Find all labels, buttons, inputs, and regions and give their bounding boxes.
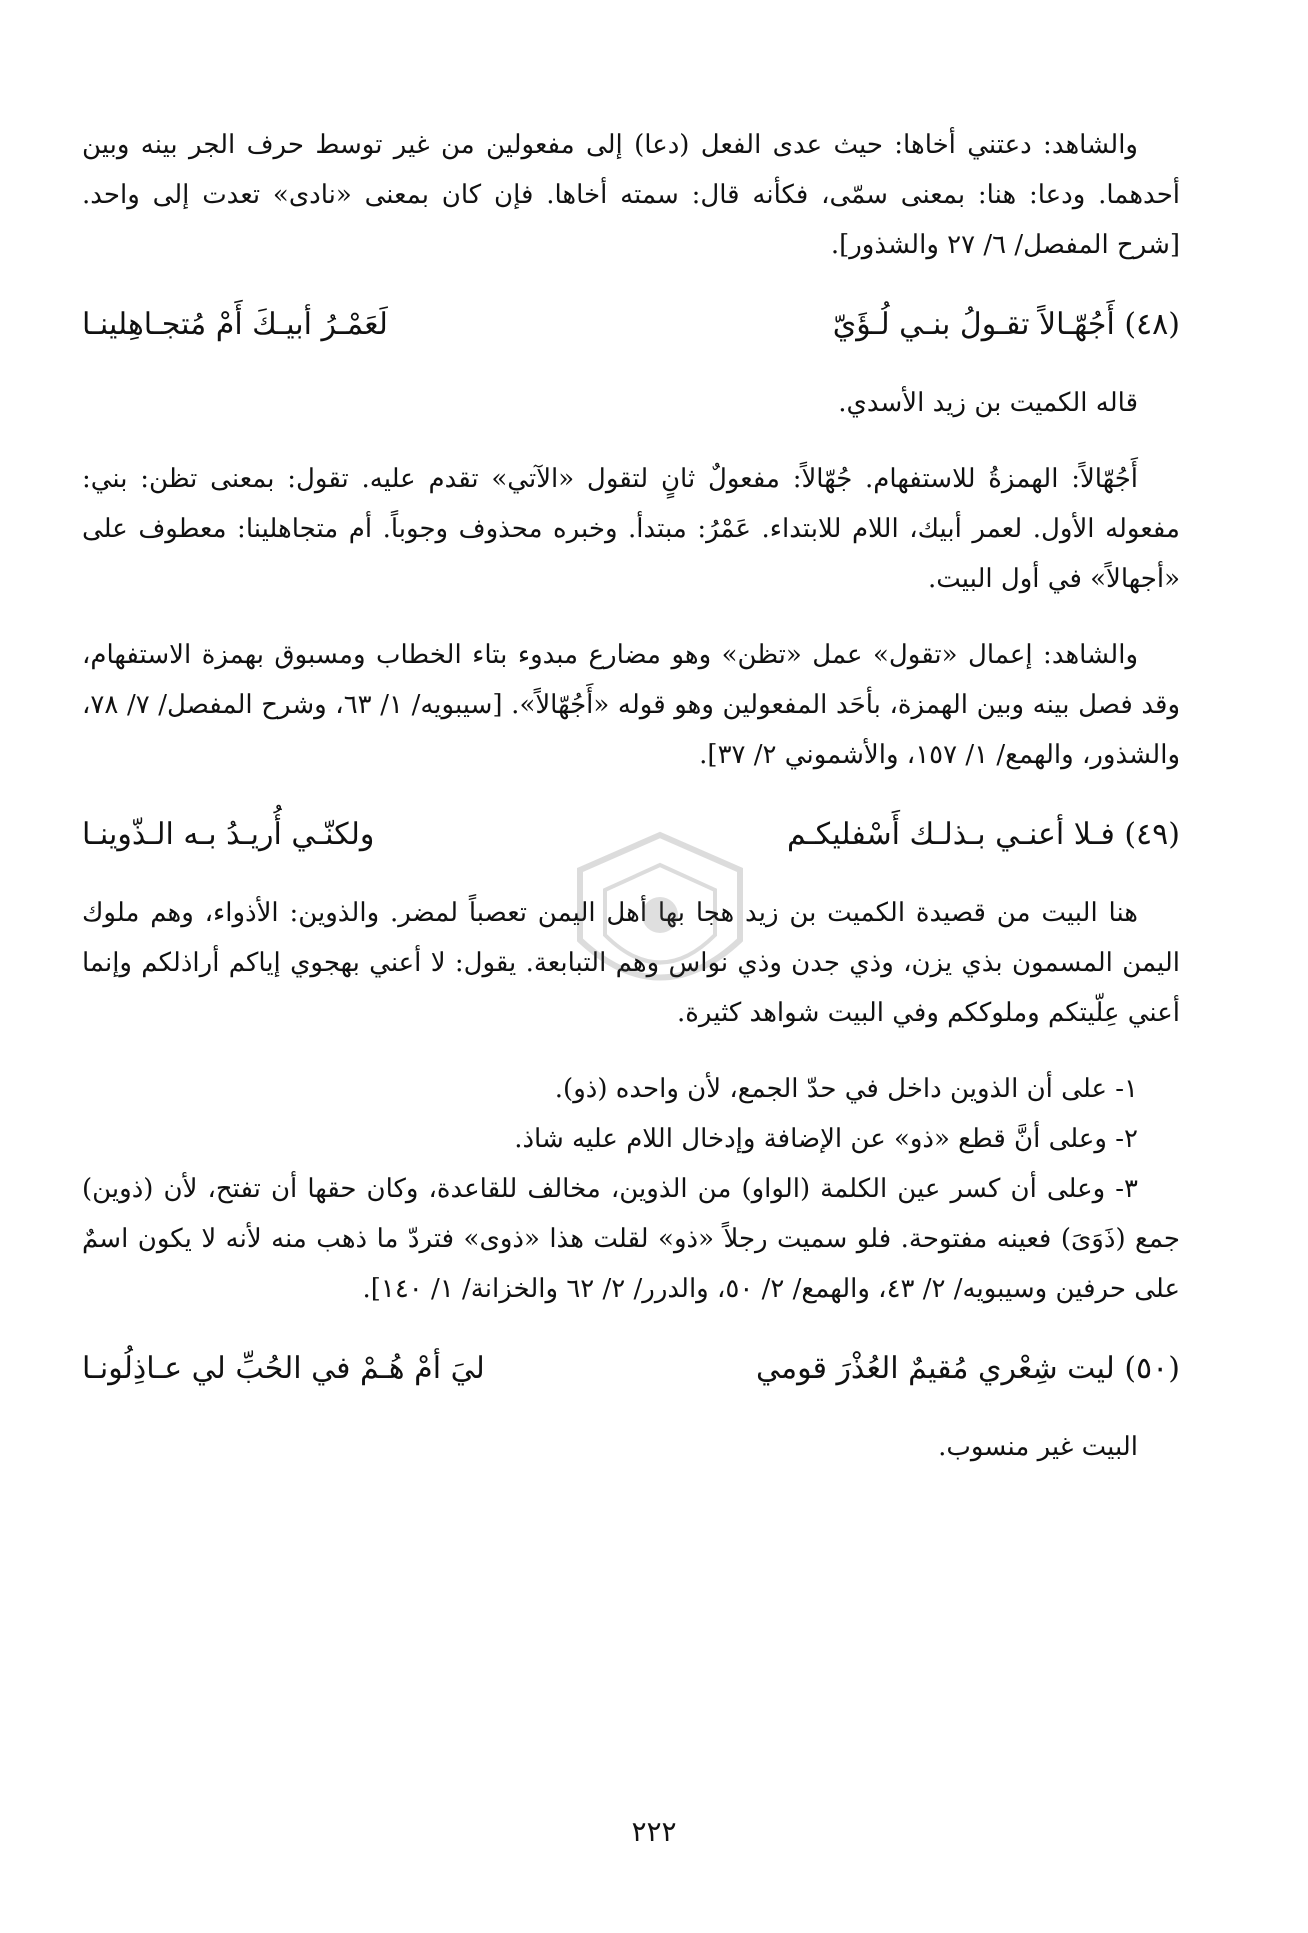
page-body <box>82 120 1180 1472</box>
verse-49-first-hemistich: (٤٩) فـلا أعنـي بـذلـك أَسْفليكـم <box>787 817 1180 852</box>
verse-50 <box>82 1342 1180 1396</box>
verse-50-first-hemistich: (٥٠) ليت شِعْري مُقيمٌ العُذْرَ قومي <box>756 1351 1180 1386</box>
page-number: ٢٢٢ <box>631 1815 677 1848</box>
list-item: ٣- وعلى أن كسر عين الكلمة (الواو) من الذوين، مخالف للقاعدة، وكان حقها أن تفتح، لأن (ذوين) جمع (ذَوَىَ) فعينه مفتوحة. فلو سميت رجلاً «ذو» لقلت هذا «ذوى» فتردّ ما ذهب منه لأنه لا يكون اسمٌ على حرفين وسيبويه/ ٢/ ٤٣، والهمع/ ٢/ ٥٠، والدرر/ ٢/ ٦٢ والخزانة/ ١/ ١٤٠]. <box>82 1174 1180 1304</box>
verse-48 <box>82 298 1180 352</box>
paragraph-shahid-48b: والشاهد: إعمال «تقول» عمل «تظن» وهو مضارع مبدوء بتاء الخطاب ومسبوق بهمزة الاستفهام، وقد فصل بينه وبين الهمزة، بأحَد المفعولين وهو قوله «أَجُهّالاً». [سيبويه/ ١/ ٦٣، وشرح المفصل/ ٧/ ٧٨، والشذور، والهمع/ ١/ ١٥٧، والأشموني ٢/ ٣٧]. <box>82 640 1181 770</box>
paragraph-attribution: قاله الكميت بن زيد الأسدي. <box>838 388 1138 418</box>
paragraph-shahid-48: والشاهد: دعتني أخاها: حيث عدى الفعل (دعا) إلى مفعولين من غير توسط حرف الجر بينه وبين أحدهما. ودعا: هنا: بمعنى سمّى، فكأنه قال: سمته أخاها. فإن كان بمعنى «نادى» تعدت إلى واحد. [شرح المفصل/ ٦/ ٢٧ والشذور]. <box>82 130 1180 260</box>
verse-48-first-hemistich: (٤٨) أَجُهّـالاً تقـولُ بنـي لُـؤَيّ <box>832 307 1180 342</box>
paragraph-unattributed: البيت غير منسوب. <box>938 1432 1138 1462</box>
verse-48-second-hemistich: لَعَمْـرُ أبيـكَ أَمْ مُتجـاهِلينـا <box>82 307 388 342</box>
paragraph-commentary-49: هنا البيت من قصيدة الكميت بن زيد هجا بها أهل اليمن تعصباً لمضر. والذوين: الأذواء، وهم ملوك اليمن المسمون بذي يزن، وذي جدن وذي نواس وهم التبابعة. يقول: لا أعني بهجوي إياكم أراذلكم وإنما أعني عِلّيتكم وملوككم وفي البيت شواهد كثيرة. <box>82 898 1180 1028</box>
library-seal-watermark <box>560 830 760 1020</box>
verse-49-second-hemistich: ولكنّـي أُريـدُ بـه الـذّوينـا <box>82 817 375 852</box>
list-item: ٢- وعلى أنَّ قطع «ذو» عن الإضافة وإدخال اللام عليه شاذ. <box>514 1124 1138 1154</box>
list-item: ١- على أن الذوين داخل في حدّ الجمع، لأن واحده (ذو). <box>554 1074 1138 1104</box>
paragraph-parsing-48: أَجُهّالاً: الهمزةُ للاستفهام. جُهّالاً: مفعولٌ ثانٍ لتقول «الآتي» تقدم عليه. تقول: بمعنى تظن: بني: مفعوله الأول. لعمر أبيك، اللام للابتداء. عَمْرُ: مبتدأ. وخبره محذوف وجوباً. أم متجاهلينا: معطوف على «أجهالاً» في أول البيت. <box>82 464 1180 594</box>
verse-50-second-hemistich: ليَ أمْ هُـمْ في الحُبِّ لي عـاذِلُونـا <box>82 1351 485 1386</box>
shawahid-list <box>82 1064 1180 1314</box>
